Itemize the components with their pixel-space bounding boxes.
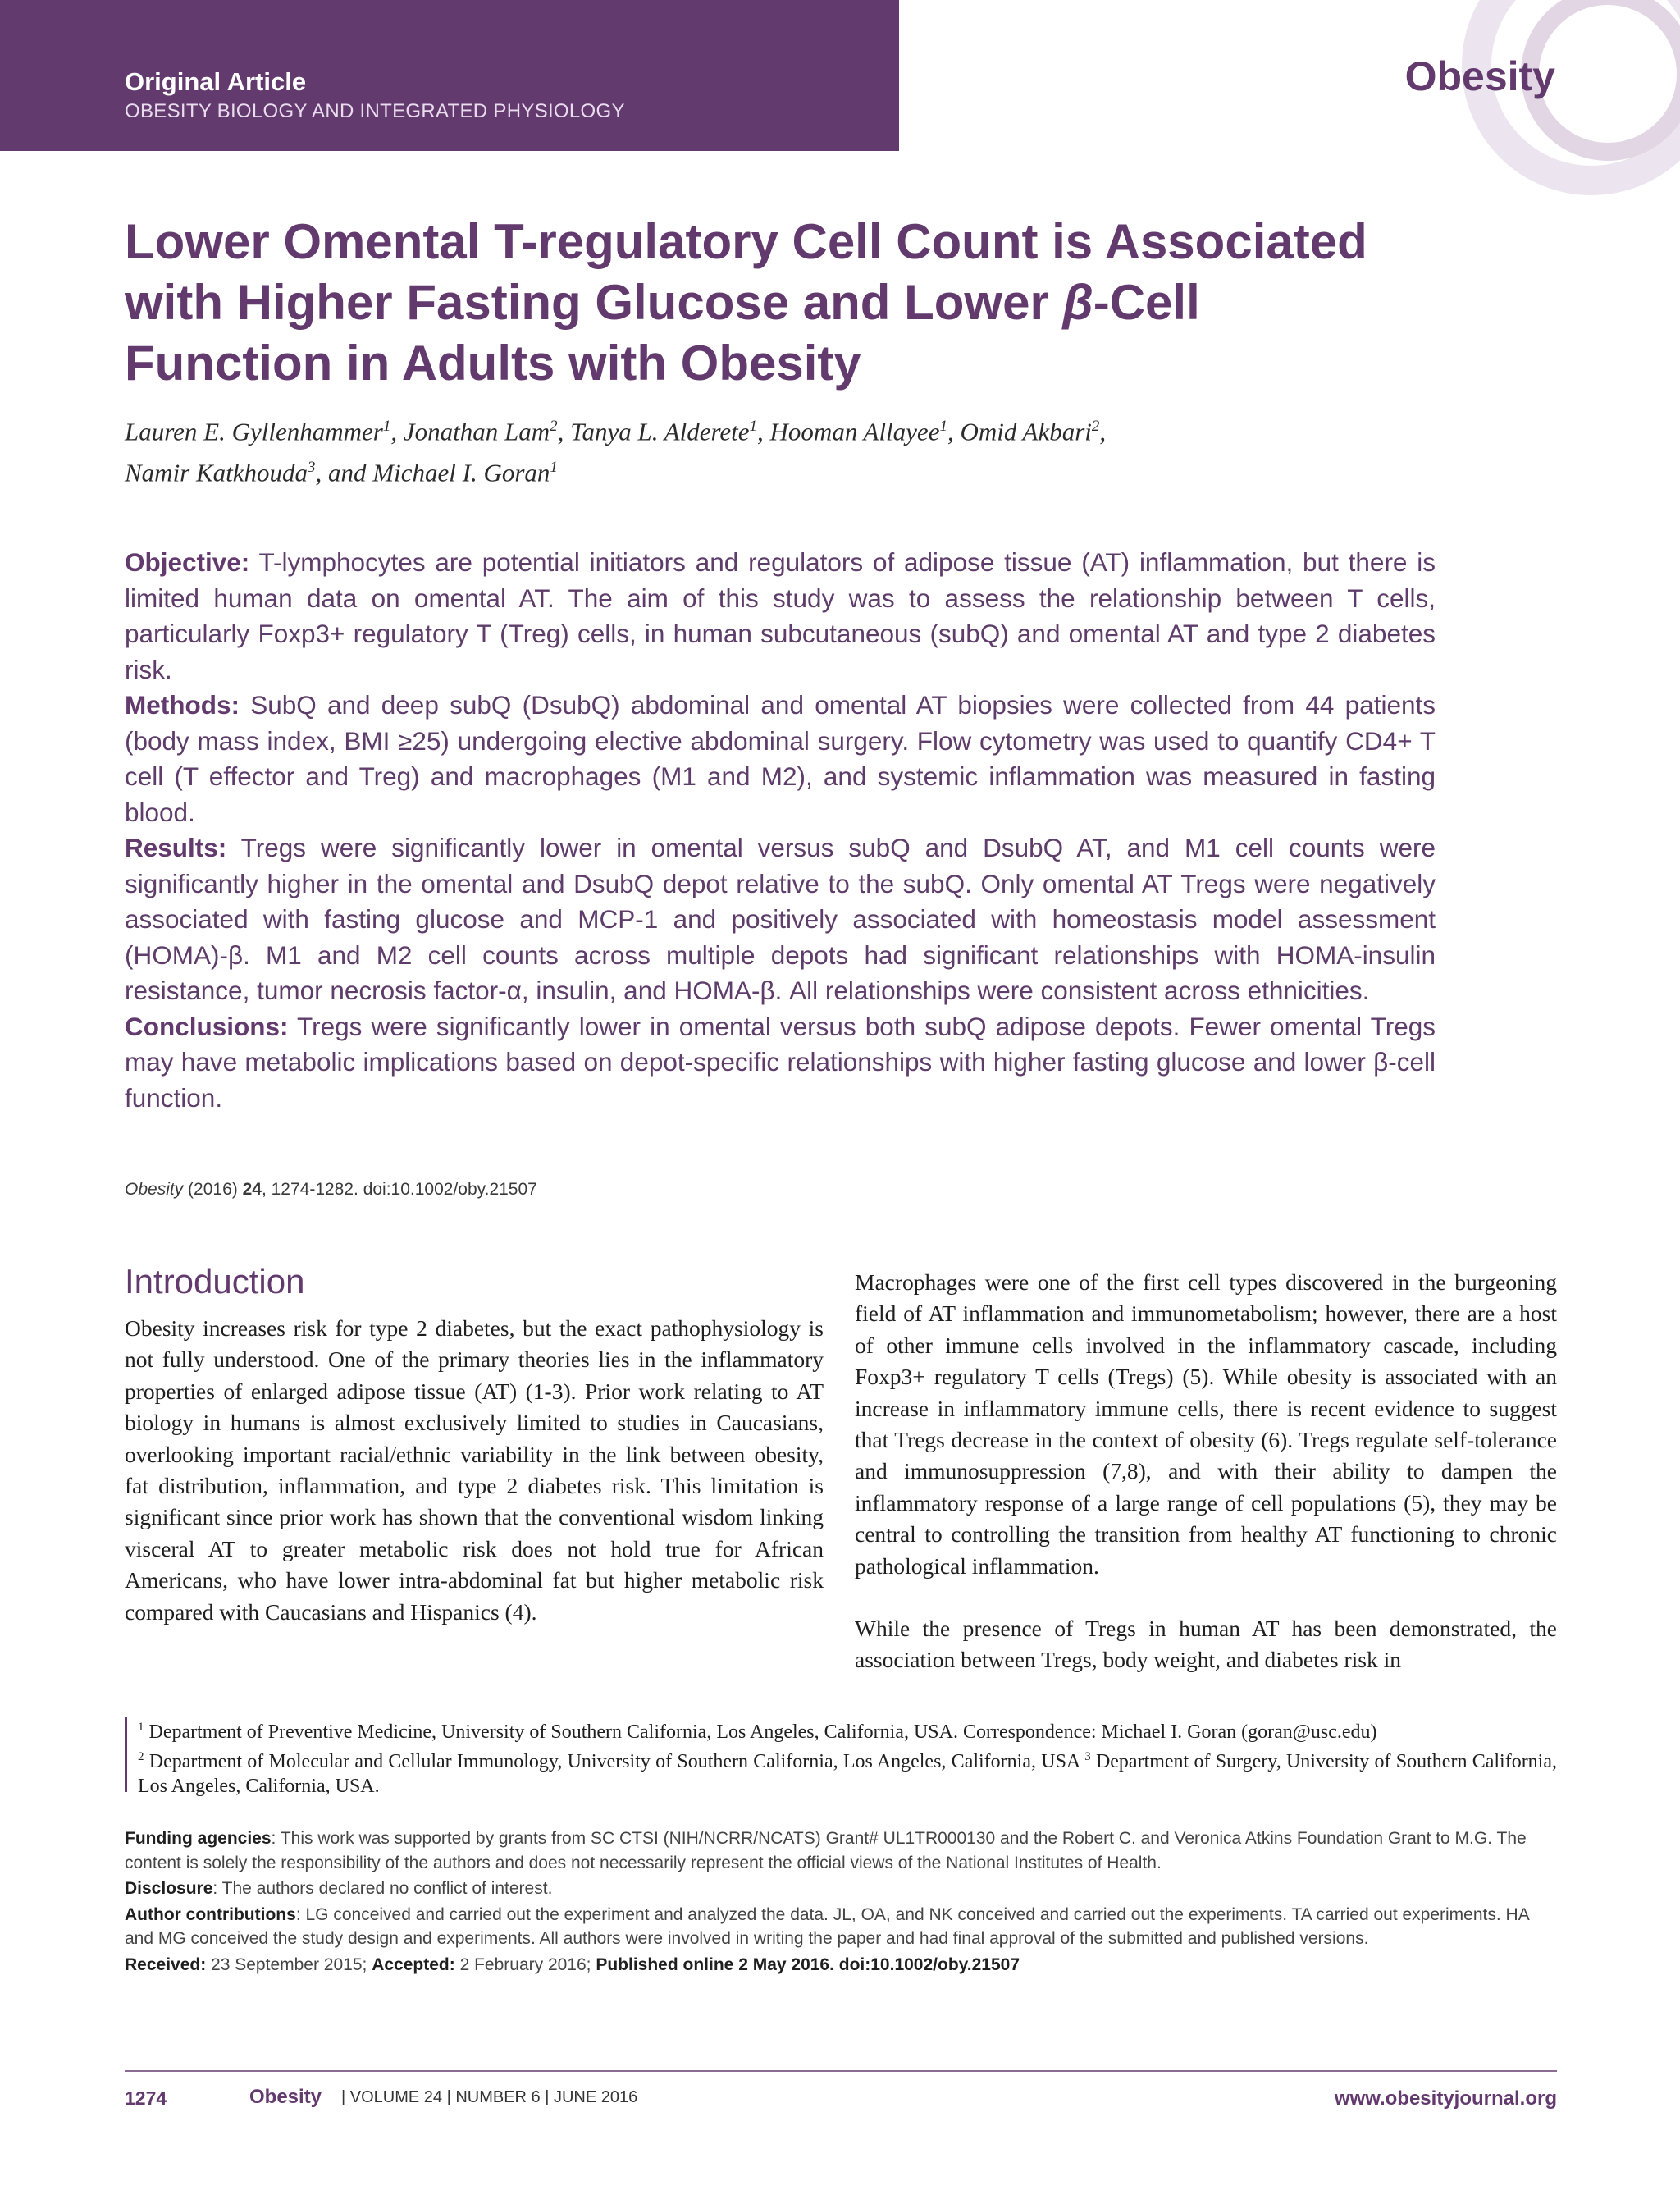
paragraph: While the presence of Tregs in human AT has been demonstrated, the association between Tregs, body weight, and diabetes risk in: [855, 1616, 1557, 1673]
body-column-left: [125, 1313, 824, 1628]
article-title: [125, 212, 1421, 394]
journal-logo: Obesity: [1404, 53, 1555, 99]
footer-rule: [125, 2070, 1557, 2072]
abstract-objective: Objective: T-lymphocytes are potential initiators and regulators of adipose tissue (AT) inflammation, but there is limited human data on omental AT. The aim of this study was to assess the relationship between T cells, particularly Foxp3+ regulatory T (Treg) cells, in human subcutaneous (subQ) and omental AT and type 2 diabetes risk.: [125, 547, 1436, 684]
author-list: Lauren E. Gyllenhammer$^1$, Jonathan Lam$^2$, Tanya L. Alderete$^1$, Hooman Allayee$^1$, Omid Akbari$^2$, Namir Katkhouda$^3$, and Michael I. Goran$^1$: [125, 417, 1107, 487]
affiliation-rule: [125, 1717, 127, 1792]
article-type: Original Article: [125, 67, 307, 96]
header-band: [0, 0, 899, 151]
footer-issue: | VOLUME 24 | NUMBER 6 | JUNE 2016: [341, 2088, 638, 2106]
abstract-results: Results: Tregs were significantly lower in omental versus subQ and DsubQ AT, and M1 cell counts were significantly higher in the omental and DsubQ depot relative to the subQ. Only omental AT Tregs were negatively associated with fasting glucose and MCP-1 and positively associated with homeostasis model assessment (HOMA)-β. M1 and M2 cell counts across multiple depots had significant relationships with HOMA-insulin resistance, tumor necrosis factor-α, insulin, and HOMA-β. All relationships were consistent across ethnicities.: [125, 833, 1436, 1005]
citation: Obesity (2016) 24, 1274-1282. doi:10.1002/oby.21507: [125, 1180, 537, 1199]
journal-logo-rings-icon: [1386, 0, 1680, 222]
title-line: with Higher Fasting Glucose and Lower β-Cell: [125, 275, 1200, 330]
paragraph: Macrophages were one of the first cell types discovered in the burgeoning field of AT inflammation and immunometabolism; however, there are a host of other immune cells involved in the inflammatory cascade, including Foxp3+ regulatory T cells (Tregs) (5). While obesity is associated with an increase in inflammatory immune cells, there is recent evidence to suggest that Tregs decrease in the context of obesity (6). Tregs regulate self-tolerance and immunosuppression (7,8), and with their ability to dampen the inflammatory response of a large range of cell populations (5), they may be central to controlling the transition from healthy AT functioning to chronic pathological inflammation.: [855, 1269, 1557, 1579]
abstract-conclusions: Conclusions: Tregs were significantly lower in omental versus both subQ adipose depots. Fewer omental Tregs may have metabolic implications based on depot-specific relationships with higher fasting glucose and lower β-cell function.: [125, 1011, 1436, 1113]
article-notes: [125, 1826, 1557, 1978]
body-column-right: [855, 1267, 1557, 1676]
funding-note: Funding agencies: This work was supported by grants from SC CTSI (NIH/NCRR/NCATS) Grant# UL1TR000130 and the Robert C. and Veronica Atkins Foundation Grant to M.G. The content is solely the responsibility of the authors and does not necessarily represent the official views of the National Institutes of Health.: [125, 1829, 1527, 1872]
page-number: 1274: [125, 2087, 167, 2109]
affiliations: $^1$ Department of Preventive Medicine, University of Southern California, Los Angeles, California, USA. Correspondence: Michael I. Goran (goran@usc.edu) $^2$ Department of Molecular and Cellular Immunology, University of Southern California, Los Angeles, California, USA $^3$ Department of Surgery, University of Southern California, Los Angeles, California, USA.: [138, 1721, 1558, 1797]
abstract-methods: Methods: SubQ and deep subQ (DsubQ) abdominal and omental AT biopsies were collected from 44 patients (body mass index, BMI ≥25) undergoing elective abdominal surgery. Flow cytometry was used to quantify CD4+ T cell (T effector and Treg) and macrophages (M1 and M2), and systemic inflammation was measured in fasting blood.: [125, 690, 1436, 827]
title-line: Lower Omental T-regulatory Cell Count is Associated: [125, 214, 1367, 269]
article-section: OBESITY BIOLOGY AND INTEGRATED PHYSIOLOGY: [125, 100, 625, 122]
title-line: Function in Adults with Obesity: [125, 336, 861, 391]
contributions-note: Author contributions: LG conceived and carried out the experiment and analyzed the data. JL, OA, and NK conceived and carried out the experiments. TA carried out experiments. HA and MG conceived the study design and experiments. All authors were involved in writing the paper and had final approval of the submitted and published versions.: [125, 1904, 1529, 1948]
abstract: [125, 545, 1436, 1116]
disclosure-note: Disclosure: The authors declared no conflict of interest.: [125, 1879, 553, 1898]
footer-journal: Obesity: [249, 2086, 322, 2108]
dates-note: Received: 23 September 2015; Accepted: 2 February 2016; Published online 2 May 2016. doi:10.1002/oby.21507: [125, 1954, 1020, 1974]
paragraph: Obesity increases risk for type 2 diabetes, but the exact pathophysiology is not fully understood. One of the primary theories lies in the inflammatory properties of enlarged adipose tissue (AT) (1-3). Prior work relating to AT biology in humans is almost exclusively limited to studies in Caucasians, overlooking important racial/ethnic variability in the link between obesity, fat distribution, inflammation, and type 2 diabetes risk. This limitation is significant since prior work has shown that the conventional wisdom linking visceral AT to greater metabolic risk does not hold true for African Americans, who have lower intra-abdominal fat but higher metabolic risk compared with Caucasians and Hispanics (4).: [125, 1315, 824, 1625]
section-heading: Introduction: [125, 1262, 305, 1301]
journal-url-link[interactable]: www.obesityjournal.org: [1334, 2087, 1557, 2110]
